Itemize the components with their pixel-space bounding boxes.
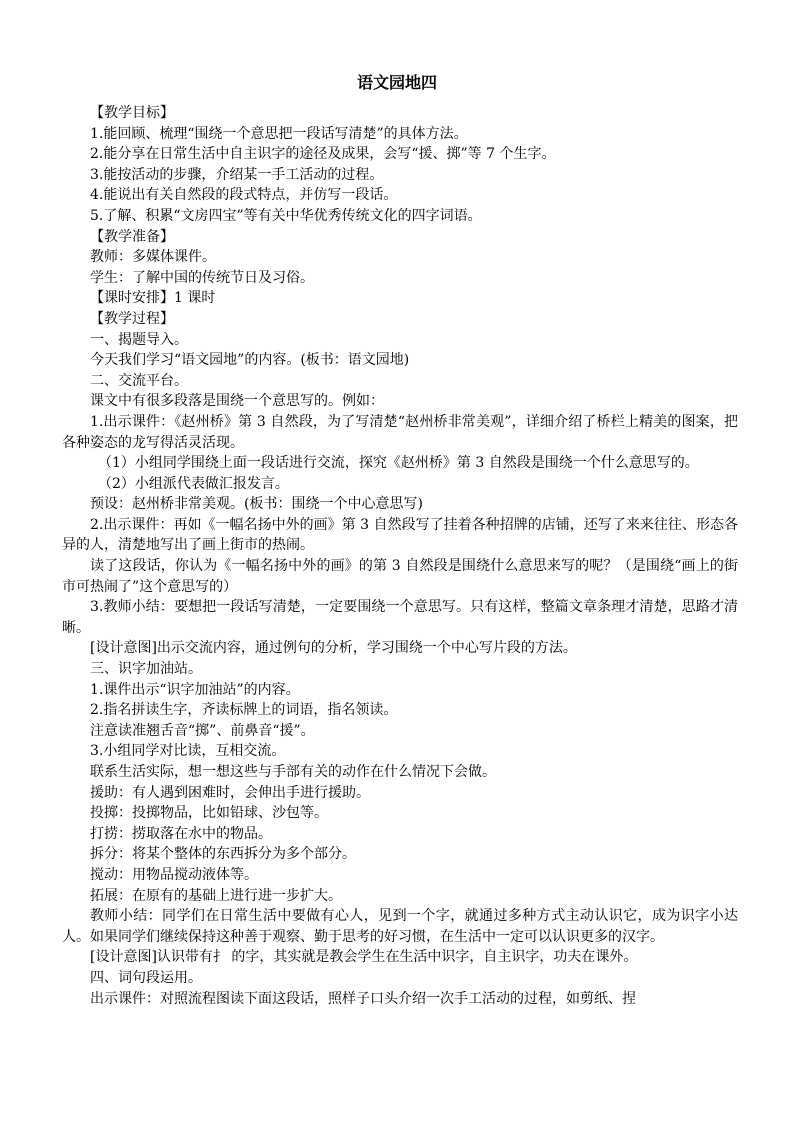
section-heading-process: 【教学过程】	[90, 310, 174, 327]
body-paragraph: 出示课件：对照流程图读下面这段话，照样子口头介绍一次手工活动的过程，如剪纸、捏	[90, 990, 636, 1007]
document-body	[62, 103, 738, 1009]
preparation-item: 学生：了解中国的传统节日及习俗。	[90, 269, 314, 286]
word-explanation: 投掷：投掷物品，比如铅球、沙包等。	[90, 805, 328, 822]
word-explanation: 援助：有人遇到困难时，会伸出手进行援助。	[90, 784, 370, 801]
objective-item: 3.能按活动的步骤，介绍某一手工活动的过程。	[90, 166, 384, 183]
section-heading-preparation: 【教学准备】	[90, 228, 174, 245]
word-explanation: 拓展：在原有的基础上进行进一步扩大。	[90, 887, 342, 904]
body-paragraph: 今天我们学习“语文园地”的内容。(板书：语文园地)	[90, 352, 410, 369]
process-step-heading: 二、交流平台。	[90, 372, 188, 389]
body-paragraph: 2.出示课件：再如《一幅名扬中外的画》第 3 自然段写了挂着各种招牌的店铺，还写了来来往往、形态各异的人，清楚地写出了画上街市的热闹。	[62, 516, 738, 554]
body-paragraph: 1.出示课件：《赵州桥》第 3 自然段，为了写清楚“赵州桥非常美观”，详细介绍了桥栏上精美的图案，把各种姿态的龙写得活灵活现。	[62, 413, 738, 451]
body-paragraph: 3.教师小结：要想把一段话写清楚，一定要围绕一个意思写。只有这样，整篇文章条理才清楚，思路才清晰。	[62, 599, 738, 636]
body-paragraph: 2.指名拼读生字，齐读标牌上的词语，指名领读。	[90, 702, 398, 719]
design-intent-note: [设计意图]认识带有扌 的字，其实就是教会学生在生活中识字，自主识字，功夫在课外。	[90, 949, 638, 966]
body-paragraph: 1.课件出示“识字加油站”的内容。	[90, 681, 300, 698]
body-paragraph: （2）小组派代表做汇报发言。	[98, 475, 289, 492]
section-heading-objectives: 【教学目标】	[90, 105, 174, 121]
process-step-heading: 三、识字加油站。	[90, 661, 202, 678]
body-paragraph: 课文中有很多段落是围绕一个意思写的。例如：	[90, 393, 384, 410]
word-explanation: 搅动：用物品搅动液体等。	[90, 866, 258, 883]
process-step-heading: 四、词句段运用。	[90, 969, 202, 986]
body-paragraph: （1）小组同学围绕上面一段话进行交流，探究《赵州桥》第 3 自然段是围绕一个什么意思写的。	[98, 455, 699, 472]
body-paragraph: 联系生活实际，想一想这些与手部有关的动作在什么情况下会做。	[90, 764, 496, 780]
objective-item: 2.能分享在日常生活中自主识字的途径及成果，会写“援、掷”等 7 个生字。	[90, 146, 556, 163]
body-paragraph: 读了这段话，你认为《一幅名扬中外的画》的第 3 自然段是围绕什么意思来写的呢？（是围绕“画上的街市可热闹了”这个意思写的）	[62, 558, 738, 595]
body-paragraph: 3.小组同学对比读，互相交流。	[90, 743, 286, 760]
process-step-heading: 一、揭题导入。	[90, 331, 188, 348]
objective-item: 4.能说出有关自然段的段式特点，并仿写一段话。	[90, 187, 398, 204]
body-paragraph: 预设：赵州桥非常美观。(板书：围绕一个中心意思写)	[90, 496, 423, 513]
word-explanation: 打捞：捞取落在水中的物品。	[90, 825, 272, 842]
body-paragraph: 注意读准翘舌音“掷”、前鼻音“援”。	[90, 722, 315, 739]
objective-item: 1.能回顾、梳理“围绕一个意思把一段话写清楚”的具体方法。	[90, 125, 468, 142]
preparation-item: 教师：多媒体课件。	[90, 249, 216, 266]
section-heading-schedule: 【课时安排】1 课时	[90, 290, 216, 307]
body-paragraph: 教师小结：同学们在日常生活中要做有心人，见到一个字，就通过多种方式主动认识它，成为识字小达人。如果同学们继续保持这种善于观察、勤于思考的好习惯，在生活中一定可以认识更多的汉字。	[62, 908, 738, 945]
design-intent-note: [设计意图]出示交流内容，通过例句的分析，学习围绕一个中心写片段的方法。	[90, 640, 577, 657]
word-explanation: 拆分：将某个整体的东西拆分为多个部分。	[90, 846, 356, 863]
document-title: 语文园地四	[356, 73, 437, 92]
objective-item: 5.了解、积累“文房四宝”等有关中华优秀传统文化的四字词语。	[90, 207, 482, 224]
